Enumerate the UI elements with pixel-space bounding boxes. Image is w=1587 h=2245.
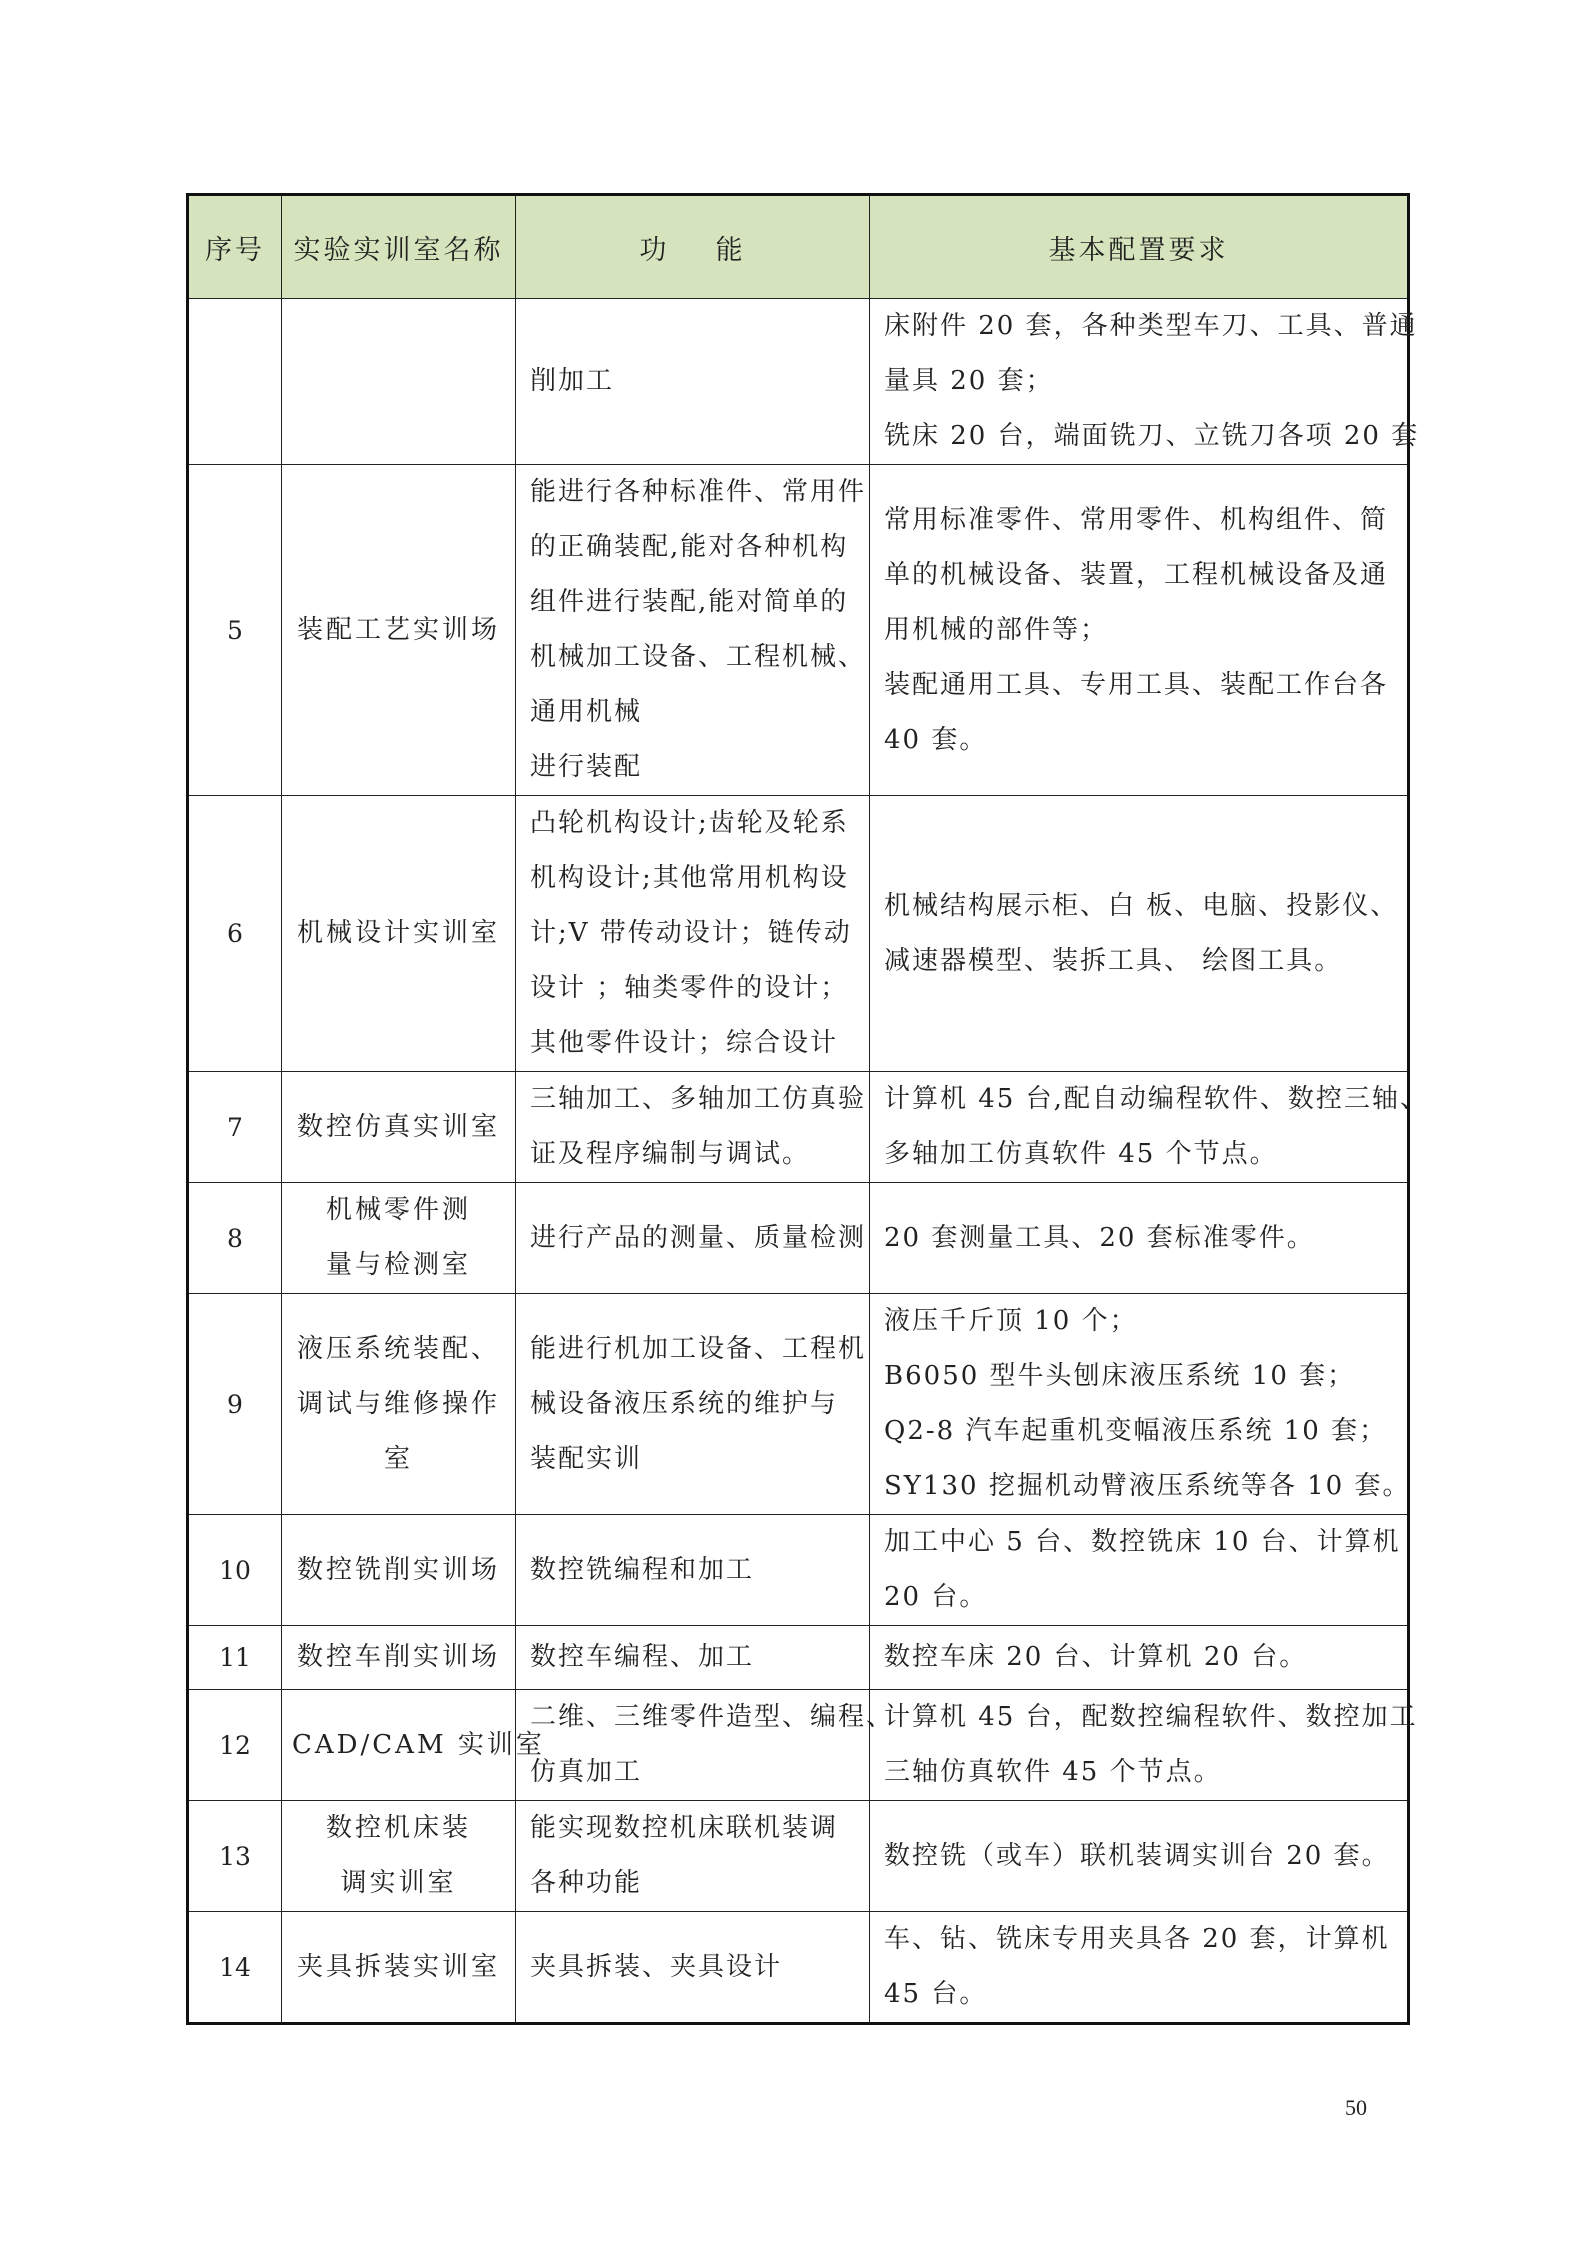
row-number-cell: 6 <box>188 796 282 1072</box>
cell-line: 室 <box>383 1443 413 1474</box>
cell-line: 单的机械设备、装置，工程机械设备及通 <box>884 559 1389 590</box>
config-cell <box>870 1183 1409 1294</box>
cell-line: 数控铣削实训场 <box>296 1554 500 1585</box>
config-cell <box>870 796 1409 1072</box>
room-name-cell <box>282 1912 516 2024</box>
cell-line: SY130 挖掘机动臂液压系统等各 10 套。 <box>884 1471 1411 1501</box>
function-cell <box>516 1183 870 1294</box>
cell-line: 数控车编程、加工 <box>530 1642 755 1672</box>
cell-line: 数控铣（或车）联机装调实训台 20 套。 <box>884 1840 1390 1871</box>
cell-line: 液压千斤顶 10 个； <box>884 1306 1138 1336</box>
room-name-cell <box>282 299 516 465</box>
equipment-table-container <box>186 193 1428 2025</box>
cell-line: 各种功能 <box>530 1868 643 1898</box>
cell-line: 计;V 带传动设计；链传动 <box>530 918 852 948</box>
header-index: 序号 <box>188 195 282 299</box>
row-number-cell: 9 <box>188 1294 282 1515</box>
function-cell <box>516 796 870 1072</box>
cell-line: CAD/CAM 实训室 <box>292 1729 545 1760</box>
cell-line: 证及程序编制与调试。 <box>530 1139 811 1169</box>
cell-line: 进行产品的测量、质量检测 <box>530 1222 867 1253</box>
row-number-cell <box>188 299 282 465</box>
row-number-cell: 13 <box>188 1801 282 1912</box>
cell-line: 的正确装配,能对各种机构 <box>530 532 849 562</box>
config-cell <box>870 465 1409 796</box>
config-cell <box>870 1072 1428 1183</box>
config-cell <box>870 1801 1409 1912</box>
table-header-row <box>188 195 1409 299</box>
row-number-cell: 11 <box>188 1626 282 1690</box>
table-row <box>188 1515 1409 1626</box>
cell-line: 械设备液压系统的维护与 <box>530 1388 839 1419</box>
function-cell <box>516 1626 870 1690</box>
cell-line: 数控机床装 <box>325 1813 471 1843</box>
cell-line: 调试与维修操作 <box>296 1388 500 1419</box>
config-cell <box>870 1912 1409 2024</box>
function-cell <box>516 1515 870 1626</box>
cell-line: 常用标准零件、常用零件、机构组件、简 <box>884 504 1389 535</box>
page-number: 50 <box>1345 2095 1367 2120</box>
cell-line: 多轴加工仿真软件 45 个节点。 <box>884 1139 1278 1169</box>
table-body <box>188 299 1428 2024</box>
table-row <box>188 1690 1409 1801</box>
room-name-cell <box>282 1515 516 1626</box>
cell-line: 量与检测室 <box>325 1250 471 1280</box>
cell-line: 夹具拆装、夹具设计 <box>530 1951 783 1982</box>
cell-line: 削加工 <box>530 366 615 396</box>
table-row <box>188 1912 1409 2024</box>
header-config: 基本配置要求 <box>870 195 1409 299</box>
row-number-cell: 7 <box>188 1072 282 1183</box>
config-cell <box>870 1515 1409 1626</box>
function-cell <box>516 1294 870 1515</box>
lab-config-table <box>186 193 1428 2025</box>
table-row <box>188 1626 1409 1690</box>
cell-line: 凸轮机构设计;齿轮及轮系 <box>530 808 849 838</box>
cell-line: 二维、三维零件造型、编程、 <box>530 1702 895 1732</box>
cell-line: 45 台。 <box>884 1979 988 2009</box>
cell-line: 能进行机加工设备、工程机 <box>530 1333 867 1364</box>
function-cell <box>516 1912 870 2024</box>
cell-line: 能实现数控机床联机装调 <box>530 1813 839 1843</box>
cell-line: 机械零件测 <box>325 1195 471 1225</box>
cell-line: 机械设计实训室 <box>296 918 500 948</box>
row-number-cell: 14 <box>188 1912 282 2024</box>
row-number-cell: 8 <box>188 1183 282 1294</box>
function-cell <box>516 1801 870 1912</box>
cell-line: 减速器模型、装拆工具、 绘图工具。 <box>884 945 1343 976</box>
cell-line: 机械结构展示柜、白 板、电脑、投影仪、 <box>884 890 1399 921</box>
config-cell <box>870 299 1420 465</box>
header-room-name: 实验实训室名称 <box>282 195 516 299</box>
table-row <box>188 465 1409 796</box>
cell-line: 20 套测量工具、20 套标准零件。 <box>884 1222 1315 1253</box>
cell-line: B6050 型牛头刨床液压系统 10 套； <box>884 1361 1356 1391</box>
config-cell <box>870 1294 1409 1515</box>
cell-line: 进行装配 <box>530 752 643 782</box>
cell-line: 装配通用工具、专用工具、装配工作台各 <box>884 669 1389 700</box>
cell-line: 床附件 20 套，各种类型车刀、工具、普通 <box>884 311 1418 341</box>
cell-line: 机械加工设备、工程机械、 <box>530 642 867 672</box>
cell-line: 三轴加工、多轴加工仿真验 <box>530 1084 867 1114</box>
table-row <box>188 299 1409 465</box>
cell-line: 车、钻、铣床专用夹具各 20 套，计算机 <box>884 1924 1390 1954</box>
cell-line: 加工中心 5 台、数控铣床 10 台、计算机 <box>884 1527 1401 1557</box>
row-number-cell: 5 <box>188 465 282 796</box>
cell-line: 数控仿真实训室 <box>296 1111 500 1142</box>
room-name-cell <box>282 1183 516 1294</box>
config-cell <box>870 1626 1409 1690</box>
cell-line: 夹具拆装实训室 <box>296 1951 500 1982</box>
room-name-cell <box>282 1294 516 1515</box>
table-row <box>188 1801 1409 1912</box>
table-row <box>188 796 1409 1072</box>
cell-line: 能进行各种标准件、常用件 <box>530 477 867 507</box>
room-name-cell <box>282 465 516 796</box>
cell-line: 铣床 20 台，端面铣刀、立铣刀各项 20 套 <box>884 421 1420 451</box>
table-row <box>188 1072 1409 1183</box>
cell-line: 数控车床 20 台、计算机 20 台。 <box>884 1642 1308 1672</box>
room-name-cell <box>282 1801 516 1912</box>
cell-line: 装配实训 <box>530 1443 643 1474</box>
table-row <box>188 1294 1409 1515</box>
cell-line: Q2-8 汽车起重机变幅液压系统 10 套； <box>884 1416 1388 1446</box>
row-number-cell: 12 <box>188 1690 282 1801</box>
cell-line: 40 套。 <box>884 724 988 755</box>
function-cell <box>516 1072 870 1183</box>
cell-line: 量具 20 套； <box>884 366 1054 396</box>
table-row <box>188 1183 1409 1294</box>
function-cell <box>516 465 870 796</box>
cell-line: 通用机械 <box>530 697 643 727</box>
cell-line: 用机械的部件等； <box>884 614 1109 645</box>
cell-line: 仿真加工 <box>530 1757 643 1787</box>
cell-line: 机构设计;其他常用机构设 <box>530 863 849 893</box>
cell-line: 计算机 45 台，配数控编程软件、数控加工 <box>884 1702 1418 1732</box>
cell-line: 设计 ；轴类零件的设计； <box>530 973 849 1003</box>
cell-line: 液压系统装配、 <box>296 1333 500 1364</box>
cell-line: 调实训室 <box>340 1868 457 1898</box>
row-number-cell: 10 <box>188 1515 282 1626</box>
function-cell <box>516 1690 895 1801</box>
cell-line: 计算机 45 台,配自动编程软件、数控三轴、 <box>884 1084 1428 1114</box>
config-cell <box>870 1690 1418 1801</box>
room-name-cell <box>282 796 516 1072</box>
cell-line: 组件进行装配,能对简单的 <box>530 587 849 617</box>
header-function: 功 能 <box>516 195 870 299</box>
room-name-cell <box>282 1690 545 1801</box>
cell-line: 数控铣编程和加工 <box>530 1554 755 1585</box>
room-name-cell <box>282 1072 516 1183</box>
cell-line: 装配工艺实训场 <box>296 614 500 645</box>
cell-line: 20 台。 <box>884 1582 988 1612</box>
cell-line: 三轴仿真软件 45 个节点。 <box>884 1757 1222 1787</box>
cell-line: 其他零件设计；综合设计 <box>530 1028 839 1058</box>
room-name-cell <box>282 1626 516 1690</box>
cell-line: 数控车削实训场 <box>296 1642 500 1672</box>
function-cell <box>516 299 870 465</box>
